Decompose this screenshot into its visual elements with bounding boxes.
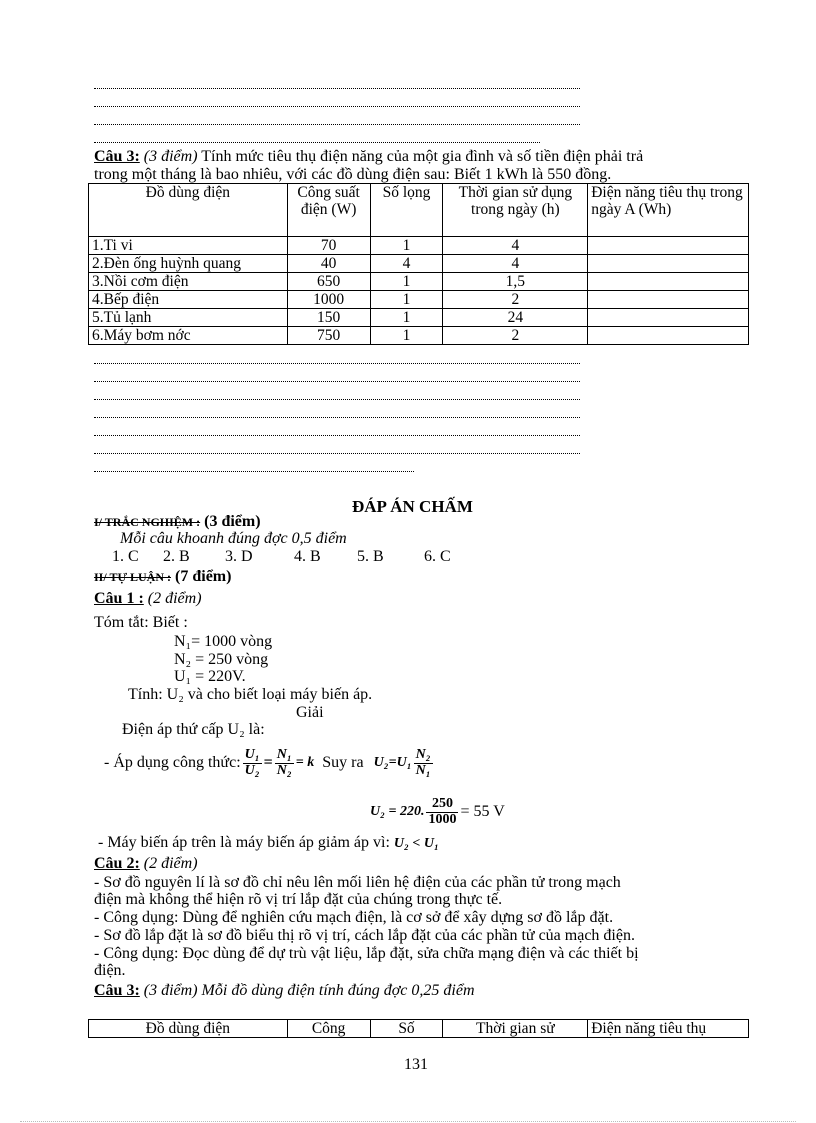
question-3-label: Câu 3: — [94, 148, 140, 165]
appliance-table — [88, 183, 749, 345]
header-energy: Điện năng tiêu thụ trong ngày A (Wh) — [588, 184, 749, 237]
question-3-text-1: Tính mức tiêu thụ điện năng của một gia đình và số tiền điện phải trả — [201, 148, 644, 165]
question-3-text-2: trong một tháng là bao nhiêu, với các đồ dùng điện sau: Biết 1 kWh là 550 đồng. — [94, 166, 612, 183]
calc-num: 250 — [426, 797, 458, 813]
table-row — [89, 273, 749, 291]
answer-table — [88, 1019, 749, 1038]
cell-power: 70 — [287, 237, 370, 255]
answer-line — [94, 435, 580, 436]
header-power: Công suất điện (W) — [287, 184, 370, 237]
ratio-n-result — [414, 748, 433, 778]
cell-time: 2 — [443, 327, 588, 345]
ratio-u — [243, 748, 262, 778]
c3-note: Mỗi đồ dùng điện tính đúng đợc 0,25 điểm — [201, 982, 475, 999]
c2-line: - Sơ đồ nguyên lí là sơ đồ chỉ nêu lên mối liên hệ điện của các phần tử trong mạch — [94, 874, 621, 891]
answer-line — [94, 417, 580, 418]
table-header-row — [89, 184, 749, 237]
cell-power: 40 — [287, 255, 370, 273]
cell-energy — [588, 309, 749, 327]
page-number: 131 — [404, 1056, 428, 1073]
answer-line — [94, 399, 580, 400]
c3-points: (3 điểm) — [143, 982, 198, 999]
part-1-label: I/ TRẮC NGHIỆM : — [94, 515, 201, 529]
header-time: Thời gian sử — [443, 1020, 588, 1038]
choice: 1. C — [112, 548, 139, 565]
table-row — [89, 291, 749, 309]
step-2: - Áp dụng công thức: — [104, 753, 241, 771]
calc-den: 1000 — [428, 811, 457, 827]
cell-quantity: 1 — [370, 309, 443, 327]
suy-ra: Suy ra — [322, 753, 364, 771]
c2-line: điện. — [94, 962, 126, 979]
answer-line — [94, 453, 580, 454]
header-appliance: Đồ dùng điện — [89, 1020, 288, 1038]
question-3 — [94, 149, 643, 166]
answer-line — [94, 106, 580, 107]
step-1: Điện áp thứ cấp U₂ là: — [122, 721, 265, 738]
cell-quantity: 4 — [370, 255, 443, 273]
choice: 6. C — [424, 548, 451, 565]
conclusion — [98, 835, 439, 852]
ratio-n — [275, 748, 294, 778]
cell-quantity: 1 — [370, 291, 443, 309]
answer-line — [94, 381, 580, 382]
cell-time: 1,5 — [443, 273, 588, 291]
cell-energy — [588, 273, 749, 291]
cell-energy — [588, 291, 749, 309]
page-edge — [20, 1121, 796, 1122]
cell-energy — [588, 327, 749, 345]
find-text: Tính: U₂ và cho biết loại máy biến áp. — [128, 686, 373, 703]
cell-appliance: 1.Ti vi — [89, 237, 288, 255]
frac-u2: U₂ — [244, 762, 260, 778]
table-row — [89, 309, 749, 327]
choice: 3. D — [225, 548, 253, 565]
c2-line: - Công dụng: Dùng để nghiên cứu mạch điện, là cơ sở để xây dựng sơ đồ lắp đặt. — [94, 909, 614, 926]
calc-result: = 55 V — [460, 802, 505, 820]
c1-label: Câu 1 : — [94, 590, 144, 607]
part-2-heading — [94, 569, 231, 586]
cell-energy — [588, 237, 749, 255]
cell-power: 150 — [287, 309, 370, 327]
calc-prefix: U₂ = 220. — [370, 803, 425, 819]
res-u1: U₁ — [396, 754, 412, 770]
part-2-points: (7 điểm) — [175, 568, 232, 585]
answer-line — [94, 88, 580, 89]
frac-k: = k — [295, 754, 315, 770]
cell-quantity: 1 — [370, 273, 443, 291]
cell-quantity: 1 — [370, 237, 443, 255]
part-1-heading — [94, 514, 261, 531]
part-1-note: Mỗi câu khoanh đúng đợc 0,5 điểm — [120, 530, 347, 547]
header-quantity: Số — [370, 1020, 443, 1038]
calc-fraction — [426, 797, 458, 827]
question-3-points: (3 điểm) — [143, 148, 198, 165]
cell-power: 650 — [287, 273, 370, 291]
given-n2: N₂ = 250 vòng — [174, 651, 269, 668]
summary-label: Tóm tắt: Biết : — [94, 614, 188, 631]
cell-time: 4 — [443, 255, 588, 273]
header-time: Thời gian sử dụng trong ngày (h) — [443, 184, 588, 237]
c3-label: Câu 3: — [94, 982, 140, 999]
res-u2: U₂ — [373, 754, 389, 770]
res-n2: N₂ — [415, 746, 431, 762]
frac-n1: N₁ — [276, 746, 292, 762]
c2-line: - Công dụng: Đọc dùng để dự trù vật liệu, lắp đặt, sửa chữa mạng điện và các thiết bị — [94, 945, 639, 962]
answer-line — [94, 471, 414, 472]
cell-energy — [588, 255, 749, 273]
c2-label: Câu 2: — [94, 855, 140, 872]
choice: 4. B — [294, 548, 321, 565]
res-n1: N₁ — [415, 762, 431, 778]
c2-heading — [94, 856, 198, 873]
conclusion-text: - Máy biến áp trên là máy biến áp giảm áp vì: — [98, 834, 390, 851]
answer-title: ĐÁP ÁN CHẤM — [352, 497, 473, 516]
cell-appliance: 2.Đèn ống huỳnh quang — [89, 255, 288, 273]
table-row — [89, 237, 749, 255]
choice: 2. B — [163, 548, 190, 565]
table-row — [89, 255, 749, 273]
solution-label: Giải — [296, 704, 324, 721]
header-energy: Điện năng tiêu thụ — [588, 1020, 749, 1038]
conclusion-expr: U₂ < U₁ — [393, 836, 439, 851]
c3-heading — [94, 983, 475, 1000]
answer-line — [94, 363, 580, 364]
cell-time: 4 — [443, 237, 588, 255]
c2-line: điện mà không thể hiện rõ vị trí lắp đặt của chúng trong thực tế. — [94, 891, 503, 908]
cell-power: 750 — [287, 327, 370, 345]
given-n1: N₁= 1000 vòng — [174, 633, 273, 650]
cell-power: 1000 — [287, 291, 370, 309]
header-quantity: Số lọng — [370, 184, 443, 237]
c2-points: (2 điểm) — [143, 855, 198, 872]
cell-time: 2 — [443, 291, 588, 309]
frac-n2: N₂ — [276, 762, 292, 778]
choice: 5. B — [357, 548, 384, 565]
header-appliance: Đồ dùng điện — [89, 184, 288, 237]
cell-quantity: 1 — [370, 327, 443, 345]
c1-heading — [94, 591, 202, 608]
table-row — [89, 327, 749, 345]
cell-appliance: 3.Nồi cơm điện — [89, 273, 288, 291]
formula-line: - Áp dụng công thức: $\frac{\text{U₁}}{\text{U₂}}$ = $\frac{\text{N₁}}{\text{N₂}}$ = k Suy ra U₂=U₁ $\frac{\text{N₂}}{\text{N₁}}$ — [104, 746, 431, 778]
cell-appliance: 6.Máy bơm nớc — [89, 327, 288, 345]
answer-line — [94, 124, 580, 125]
c1-points: (2 điểm) — [147, 590, 202, 607]
frac-u1: U₁ — [244, 746, 260, 762]
part-2-label: II/ TỰ LUẬN : — [94, 570, 172, 584]
part-1-points: (3 điểm) — [204, 513, 261, 530]
answer-line — [94, 142, 540, 143]
table-header-row — [89, 1020, 749, 1038]
given-u1: U₁ = 220V. — [174, 668, 246, 685]
header-power: Công — [287, 1020, 370, 1038]
cell-appliance: 5.Tủ lạnh — [89, 309, 288, 327]
cell-appliance: 4.Bếp điện — [89, 291, 288, 309]
calc-line — [370, 792, 505, 832]
cell-time: 24 — [443, 309, 588, 327]
c2-line: - Sơ đồ lắp đặt là sơ đồ biểu thị rõ vị trí, cách lắp đặt của các phần tử của mạch điện. — [94, 927, 635, 944]
